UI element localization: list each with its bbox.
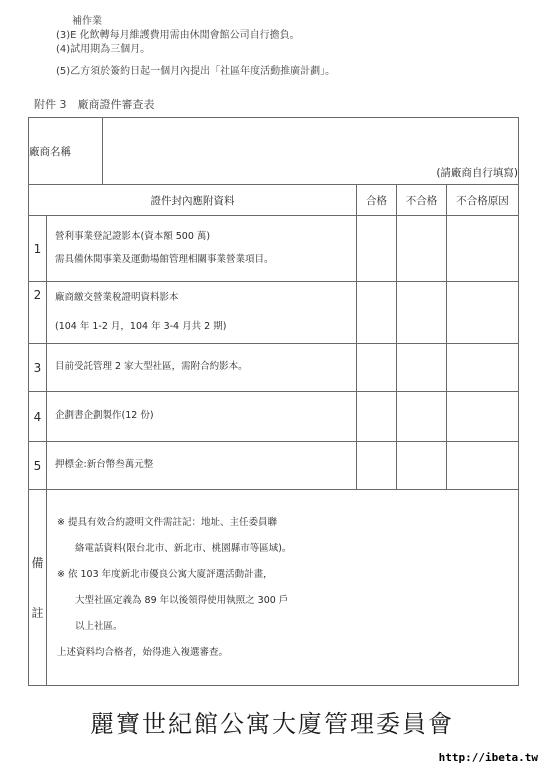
row-item bbox=[47, 442, 357, 490]
remarks-line: 以上社區。 bbox=[75, 620, 123, 632]
table-row bbox=[29, 392, 519, 442]
footer-title: 麗寶世紀館公寓大廈管理委員會 bbox=[90, 710, 454, 738]
row-item bbox=[47, 282, 357, 344]
pass-cell[interactable] bbox=[357, 216, 397, 282]
intro-line-0: 補作業 bbox=[72, 16, 102, 27]
row-number: 2 bbox=[29, 282, 47, 344]
reason-cell[interactable] bbox=[447, 216, 519, 282]
intro-line-2: (4)試用期為三個月。 bbox=[56, 44, 151, 55]
fail-cell[interactable] bbox=[397, 392, 447, 442]
intro-line-3: (5)乙方須於簽約日起一個月內提出「社區年度活動推廣計劃」。 bbox=[56, 66, 336, 77]
fail-cell[interactable] bbox=[397, 442, 447, 490]
table-row bbox=[29, 344, 519, 392]
table-row bbox=[29, 216, 519, 282]
remarks-row bbox=[29, 490, 519, 686]
row-item bbox=[47, 344, 357, 392]
vendor-name-field[interactable] bbox=[103, 118, 519, 185]
remarks-line: 絡電話資料(限台北市、新北市、桃園縣市等區域)。 bbox=[75, 542, 292, 554]
vendor-review-table bbox=[28, 117, 519, 686]
fail-cell[interactable] bbox=[397, 344, 447, 392]
remarks-label-text: 備註 bbox=[31, 555, 44, 620]
remarks-line: ※ 提具有效合約證明文件需註記：地址、主任委員聯 bbox=[57, 516, 277, 528]
attachment-title: 附件 3 廠商證件審查表 bbox=[34, 98, 155, 111]
row-item-line1: 企劃書企劃製作(12 份) bbox=[55, 410, 154, 422]
watermark: http://ibeta.tw bbox=[438, 751, 538, 764]
header-pass: 合格 bbox=[357, 185, 397, 216]
header-fail: 不合格 bbox=[397, 185, 447, 216]
reason-cell[interactable] bbox=[447, 392, 519, 442]
reason-cell[interactable] bbox=[447, 344, 519, 392]
row-number: 5 bbox=[29, 442, 47, 490]
header-docs: 證件封內應附資料 bbox=[29, 185, 357, 216]
remarks-label bbox=[29, 490, 47, 686]
fail-cell[interactable] bbox=[397, 282, 447, 344]
row-item-line1: 營利事業登記證影本(資本額 500 萬) bbox=[55, 231, 211, 243]
row-item-line1: 目前受託管理 2 家大型社區，需附合約影本。 bbox=[55, 361, 248, 373]
row-item-line2: 需具備休閒事業及運動場館管理相關事業營業項目。 bbox=[55, 253, 274, 265]
row-item bbox=[47, 216, 357, 282]
fail-cell[interactable] bbox=[397, 216, 447, 282]
row-item bbox=[47, 392, 357, 442]
row-item-line1: 廠商繳交營業稅證明資料影本 bbox=[55, 292, 179, 304]
table-row bbox=[29, 282, 519, 344]
remarks-line: ※ 依 103 年度新北市優良公寓大廈評選活動計畫， bbox=[57, 568, 273, 580]
row-item-line2: (104 年 1-2 月，104 年 3-4 月共 2 期) bbox=[55, 320, 227, 332]
table-row bbox=[29, 442, 519, 490]
row-number: 3 bbox=[29, 344, 47, 392]
reason-cell[interactable] bbox=[447, 282, 519, 344]
vendor-note: (請廠商自行填寫) bbox=[436, 167, 519, 179]
intro-line-1: (3)E 化飲轉每月維護費用需由休閒會館公司自行擔負。 bbox=[56, 30, 300, 41]
vendor-name-row bbox=[29, 118, 519, 185]
reason-cell[interactable] bbox=[447, 442, 519, 490]
pass-cell[interactable] bbox=[357, 344, 397, 392]
remarks-line: 大型社區定義為 89 年以後領得使用執照之 300 戶 bbox=[75, 594, 289, 606]
remarks-content bbox=[47, 490, 519, 686]
header-reason: 不合格原因 bbox=[447, 185, 519, 216]
row-number: 1 bbox=[29, 216, 47, 282]
vendor-name-label: 廠商名稱 bbox=[29, 118, 103, 185]
pass-cell[interactable] bbox=[357, 442, 397, 490]
pass-cell[interactable] bbox=[357, 282, 397, 344]
header-row bbox=[29, 185, 519, 216]
row-number: 4 bbox=[29, 392, 47, 442]
remarks-line: 上述資料均合格者，始得進入複選審查。 bbox=[57, 646, 229, 658]
row-item-line1: 押標金:新台幣叁萬元整 bbox=[55, 459, 154, 471]
pass-cell[interactable] bbox=[357, 392, 397, 442]
